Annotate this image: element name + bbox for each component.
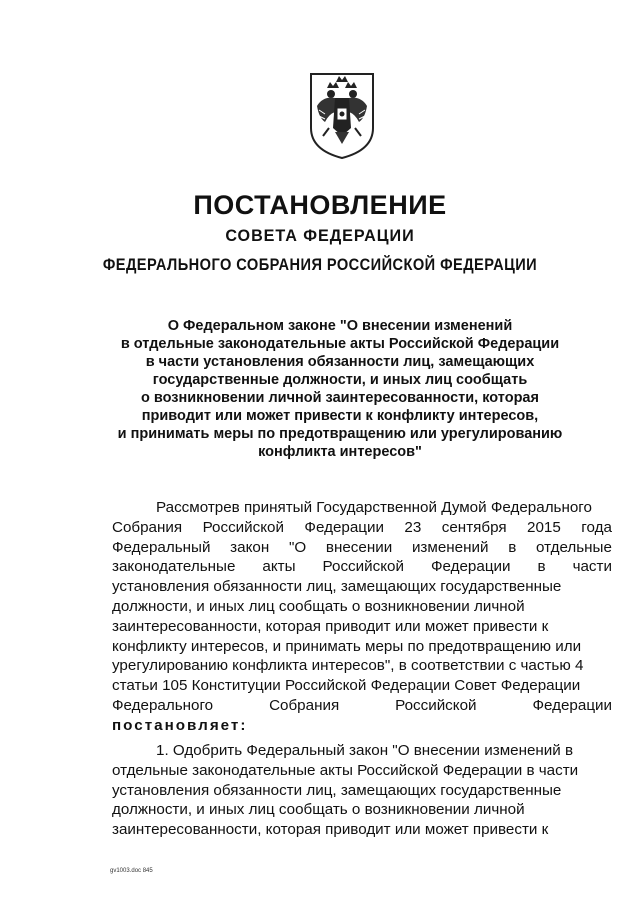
paragraph-line: конфликту интересов, и принимать меры по предотвращению или: [112, 637, 582, 655]
russian-coat-of-arms-icon: [305, 70, 379, 160]
issuer-line-1: СОВЕТА ФЕДЕРАЦИИ: [225, 226, 415, 245]
subject-line: приводит или может привести к конфликту интересов,: [141, 408, 539, 424]
word: Федеральный: [112, 538, 211, 556]
paragraph-line: [112, 557, 612, 577]
word: закон: [230, 538, 270, 556]
subject-line: о возникновении личной заинтересованности, которая: [141, 390, 539, 406]
word: законодательные: [112, 558, 236, 576]
paragraph-line: Рассмотрев принятый Государственной Думой Федерального: [156, 499, 592, 516]
word: Российской: [202, 518, 284, 536]
paragraph-line: 1. Одобрить Федеральный закон "О внесении изменений в: [156, 742, 574, 759]
word: внесении: [325, 538, 393, 556]
resolves-keyword: постановляет:: [112, 716, 248, 734]
word: года: [581, 518, 612, 536]
paragraph-line: [112, 518, 612, 538]
word: Российской: [395, 696, 477, 714]
subject-line: и принимать меры по предотвращению или урегулированию: [117, 426, 563, 442]
paragraph-line: должности, и иных лиц сообщать о возникновении личной: [112, 801, 525, 819]
paragraph-line: должности, и иных лиц сообщать о возникновении личной: [112, 597, 525, 615]
word: в: [537, 558, 546, 576]
word: Собрания: [112, 518, 183, 536]
paragraph-line: установления обязанности лиц, замещающих государственные: [112, 781, 562, 799]
word: 23: [404, 518, 422, 536]
paragraph-line: статьи 105 Конституции Российской Федерации Совет Федерации: [112, 677, 581, 695]
paragraph-line: урегулированию конфликта интересов", в соответствии с частью 4: [112, 657, 584, 675]
word: Федерального: [112, 696, 214, 714]
word: изменений: [411, 538, 489, 556]
word: отдельные: [536, 538, 612, 556]
subject-line: в части установления обязанности лиц, замещающих: [145, 354, 535, 370]
word: сентября: [441, 518, 507, 536]
paragraph-line: [112, 538, 612, 558]
word: в: [508, 538, 517, 556]
subject-line: государственные должности, и иных лиц сообщать: [152, 372, 528, 388]
word: Собрания: [269, 696, 340, 714]
issuer-line-2: ФЕДЕРАЛЬНОГО СОБРАНИЯ РОССИЙСКОЙ ФЕДЕРАЦИИ: [102, 255, 538, 274]
paragraph-line: отдельные законодательные акты Российской Федерации в части: [112, 761, 579, 779]
word: части: [572, 558, 612, 576]
word: Федерации: [532, 696, 612, 714]
subject-line: О Федеральном законе "О внесении изменений: [167, 318, 513, 334]
paragraph-line: установления обязанности лиц, замещающих государственные: [112, 578, 562, 596]
file-reference: gv1003.doc 845: [110, 868, 153, 874]
word: Российской: [322, 558, 404, 576]
paragraph-line: заинтересованности, которая приводит или может привести к: [112, 821, 549, 839]
word: акты: [262, 558, 296, 576]
paragraph-line: [112, 696, 612, 716]
clause-1-paragraph: [112, 741, 612, 840]
paragraph-line: заинтересованности, которая приводит или может привести к: [112, 617, 549, 635]
resolution-subject: [100, 317, 580, 461]
subject-line: в отдельные законодательные акты Российской Федерации: [120, 336, 560, 352]
word: "О: [288, 538, 307, 556]
word: Федерации: [430, 558, 511, 576]
document-title: ПОСТАНОВЛЕНИЕ: [193, 190, 447, 220]
subject-line: конфликта интересов": [258, 444, 422, 460]
word: Федерации: [304, 518, 384, 536]
word: 2015: [527, 518, 561, 536]
preamble-paragraph: [112, 498, 612, 736]
